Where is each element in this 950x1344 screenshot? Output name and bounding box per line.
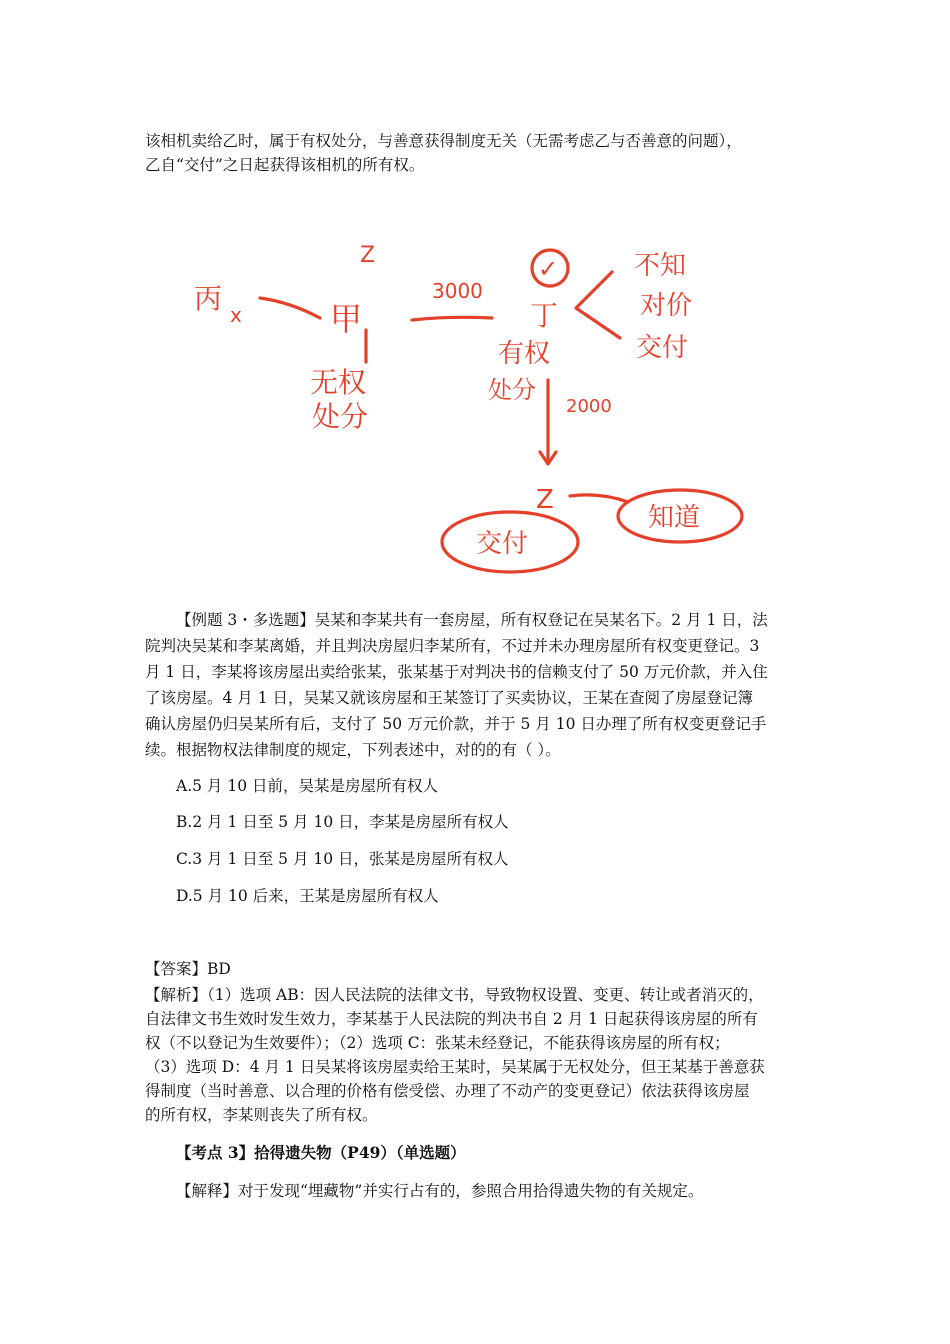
sketch-yi-bottom: Z: [536, 485, 554, 515]
sketch-middle-note-2: 处分: [488, 376, 536, 404]
explain-line: 【解释】对于发现“埋藏物”并实行占有的，参照合用拾得遗失物的有关规定。: [176, 1182, 704, 1200]
example-line-3: 月 1 日，李某将该房屋出卖给张某，张某基于对判决书的信赖支付了 50 万元价款，并入住: [145, 663, 768, 681]
line-bing-jia: [260, 298, 320, 318]
sketch-bing: 丙: [194, 282, 223, 315]
sketch-ding: 丁: [530, 299, 559, 332]
sketch-left-note-2: 处分: [312, 400, 369, 433]
sketch-check: ✓: [538, 255, 559, 283]
sketch-right-note-1: 不知: [634, 251, 687, 281]
analysis-line-1: 【解析】（1）选项 AB：因人民法院的法律文书，导致物权设置、变更、转让或者消灭的，: [145, 986, 764, 1004]
sketch-known: 知道: [648, 503, 701, 533]
sketch-right-note-3: 交付: [636, 333, 689, 363]
sketch-middle-note-1: 有权: [498, 339, 551, 369]
analysis-line-6: 的所有权，李某则丧失了所有权。: [145, 1106, 378, 1124]
sketch-left-note-1: 无权: [310, 366, 367, 399]
sketch-price-2000: 2000: [566, 396, 612, 417]
intro-line-2: 乙自“交付”之日起获得该相机的所有权。: [145, 156, 425, 174]
analysis-line-3: 权（不以登记为生效要件）；（2）选项 C：张某未经登记，不能获得该房屋的所有权；: [145, 1034, 730, 1052]
sketch-price-3000: 3000: [432, 279, 483, 303]
sketch-right-note-2: 对价: [640, 291, 693, 321]
option-a: A.5 月 10 日前，吴某是房屋所有权人: [176, 777, 438, 795]
sketch-delivered: 交付: [476, 529, 529, 559]
answer: 【答案】BD: [145, 960, 231, 978]
handwritten-sketch: [180, 230, 770, 590]
analysis-line-5: 得制度（当时善意、以合理的价格有偿受偿、办理了不动产的变更登记）依法获得该房屋: [145, 1082, 750, 1100]
option-b: B.2 月 1 日至 5 月 10 日，李某是房屋所有权人: [176, 813, 509, 831]
example-line-1: 【例题 3・多选题】吴某和李某共有一套房屋，所有权登记在吴某名下。2 月 1 日，法: [176, 611, 768, 629]
line-jia-ding: [412, 317, 492, 320]
option-c: C.3 月 1 日至 5 月 10 日，张某是房屋所有权人: [176, 850, 509, 868]
line-yi-known: [570, 495, 628, 502]
sketch-jia: 甲: [330, 300, 363, 338]
analysis-line-4: （3）选项 D：4 月 1 日吴某将该房屋卖给王某时，吴某属于无权处分，但王某基于善意获: [145, 1058, 765, 1076]
option-d: D.5 月 10 后来，王某是房屋所有权人: [176, 887, 439, 905]
sketch-x-mark: x: [230, 303, 242, 327]
sketch-yi-top: Z: [360, 243, 376, 268]
example-line-2: 院判决吴某和李某离婚，并且判决房屋归李某所有，不过并未办理房屋所有权变更登记。3: [145, 637, 760, 655]
example-line-5: 确认房屋仍归吴某所有后，支付了 50 万元价款，并于 5 月 10 日办理了所有权变更登记手: [145, 715, 767, 733]
arrow-to-ding: [576, 272, 620, 338]
example-line-6: 续。根据物权法律制度的规定，下列表述中，对的的有（ ）。: [145, 741, 561, 759]
intro-line-1: 该相机卖给乙时，属于有权处分，与善意获得制度无关（无需考虑乙与否善意的问题），: [145, 132, 742, 150]
point-3-heading: 【考点 3】拾得遗失物（P49）（单选题）: [176, 1143, 466, 1162]
analysis-line-2: 自法律文书生效时发生效力，李某基于人民法院的判决书自 2 月 1 日起获得该房屋的所有: [145, 1010, 758, 1028]
example-line-4: 了该房屋。4 月 1 日，吴某又就该房屋和王某签订了买卖协议，王某在查阅了房屋登记簿: [145, 689, 754, 707]
